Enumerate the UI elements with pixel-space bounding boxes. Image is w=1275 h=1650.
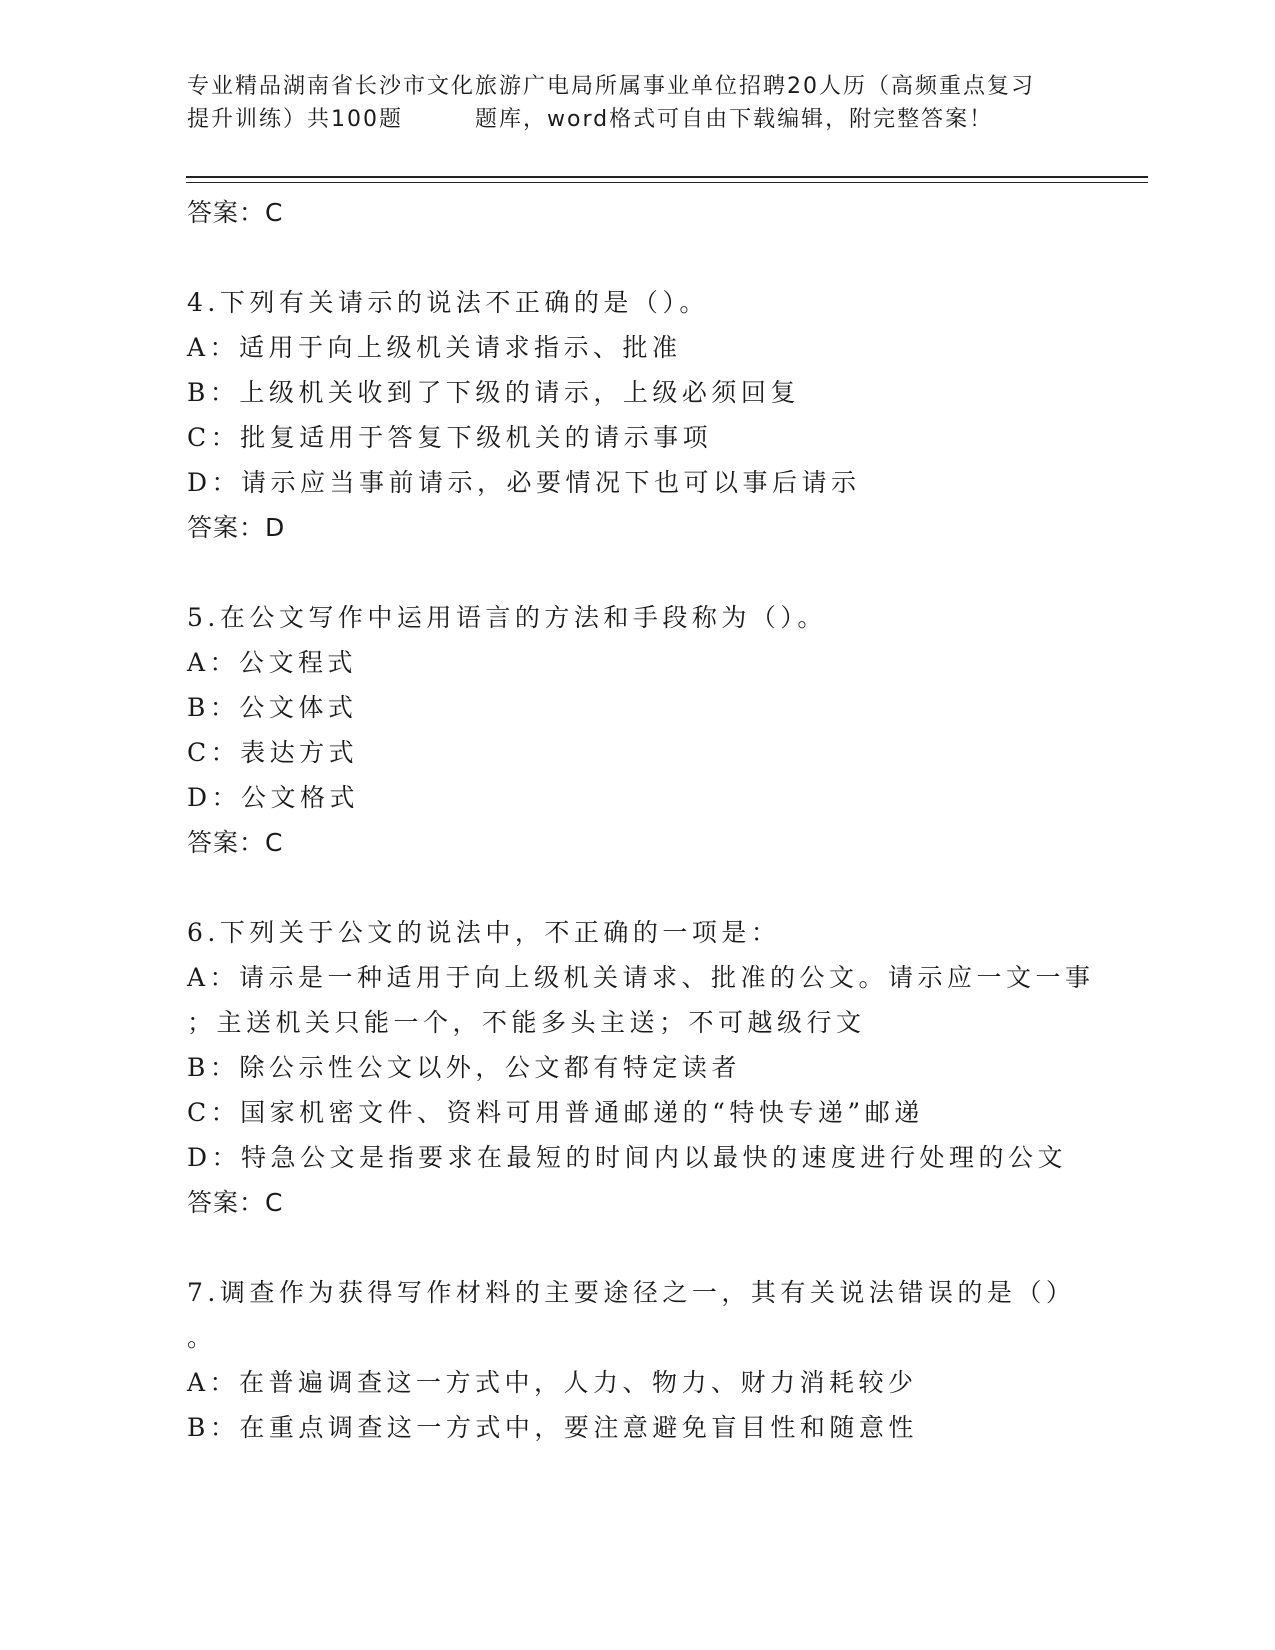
option-a-continued: ；主送机关只能一个，不能多头主送；不可越级行文 [187,1008,866,1037]
question-5 [187,595,1137,865]
question-7 [187,1270,1137,1450]
option-c: C：批复适用于答复下级机关的请示事项 [187,423,713,452]
header-title-line-2-left: 提升训练）共100题 [187,107,403,132]
answer: 答案：D [187,513,286,542]
previous-answer: 答案：C [187,198,284,227]
page-header [187,70,1087,136]
question-6 [187,910,1137,1225]
question-stem: 4.下列有关请示的说法不正确的是（）。 [187,288,709,317]
option-c: C：国家机密文件、资料可用普通邮递的“特快专递”邮递 [187,1098,924,1127]
option-b: B：除公示性公文以外，公文都有特定读者 [187,1053,741,1082]
option-a: A：公文程式 [187,648,358,677]
answer: 答案：C [187,828,284,857]
answer: 答案：C [187,1188,284,1217]
header-rule-thick [186,176,1148,178]
question-stem: 5.在公文写作中运用语言的方法和手段称为（）。 [187,603,827,632]
header-title-line-1: 专业精品湖南省长沙市文化旅游广电局所属事业单位招聘20人历（高频重点复习 [187,74,1035,99]
option-a: A：在普遍调查这一方式中，人力、物力、财力消耗较少 [187,1368,918,1397]
option-b: B：在重点调查这一方式中，要注意避免盲目性和随意性 [187,1413,918,1442]
option-b: B：上级机关收到了下级的请示，上级必须回复 [187,378,800,407]
header-title-line-2 [187,103,1087,136]
option-d: D：特急公文是指要求在最短的时间内以最快的速度进行处理的公文 [187,1143,1068,1172]
question-stem: 6.下列关于公文的说法中，不正确的一项是： [187,918,781,947]
option-d: D：请示应当事前请示，必要情况下也可以事后请示 [187,468,861,497]
question-4 [187,280,1137,550]
option-d: D：公文格式 [187,783,360,812]
header-title-line-2-right: 题库，word格式可自由下载编辑，附完整答案！ [475,107,994,132]
option-a: A：请示是一种适用于向上级机关请求、批准的公文。请示应一文一事 [187,963,1095,992]
option-c: C：表达方式 [187,738,359,767]
question-stem-continued: 。 [187,1323,217,1352]
option-b: B：公文体式 [187,693,358,722]
option-a: A：适用于向上级机关请求指示、批准 [187,333,682,362]
question-stem: 7.调查作为获得写作材料的主要途径之一，其有关说法错误的是（） [187,1278,1076,1307]
header-rule-thin [186,182,1148,183]
question-list [187,190,1137,1450]
